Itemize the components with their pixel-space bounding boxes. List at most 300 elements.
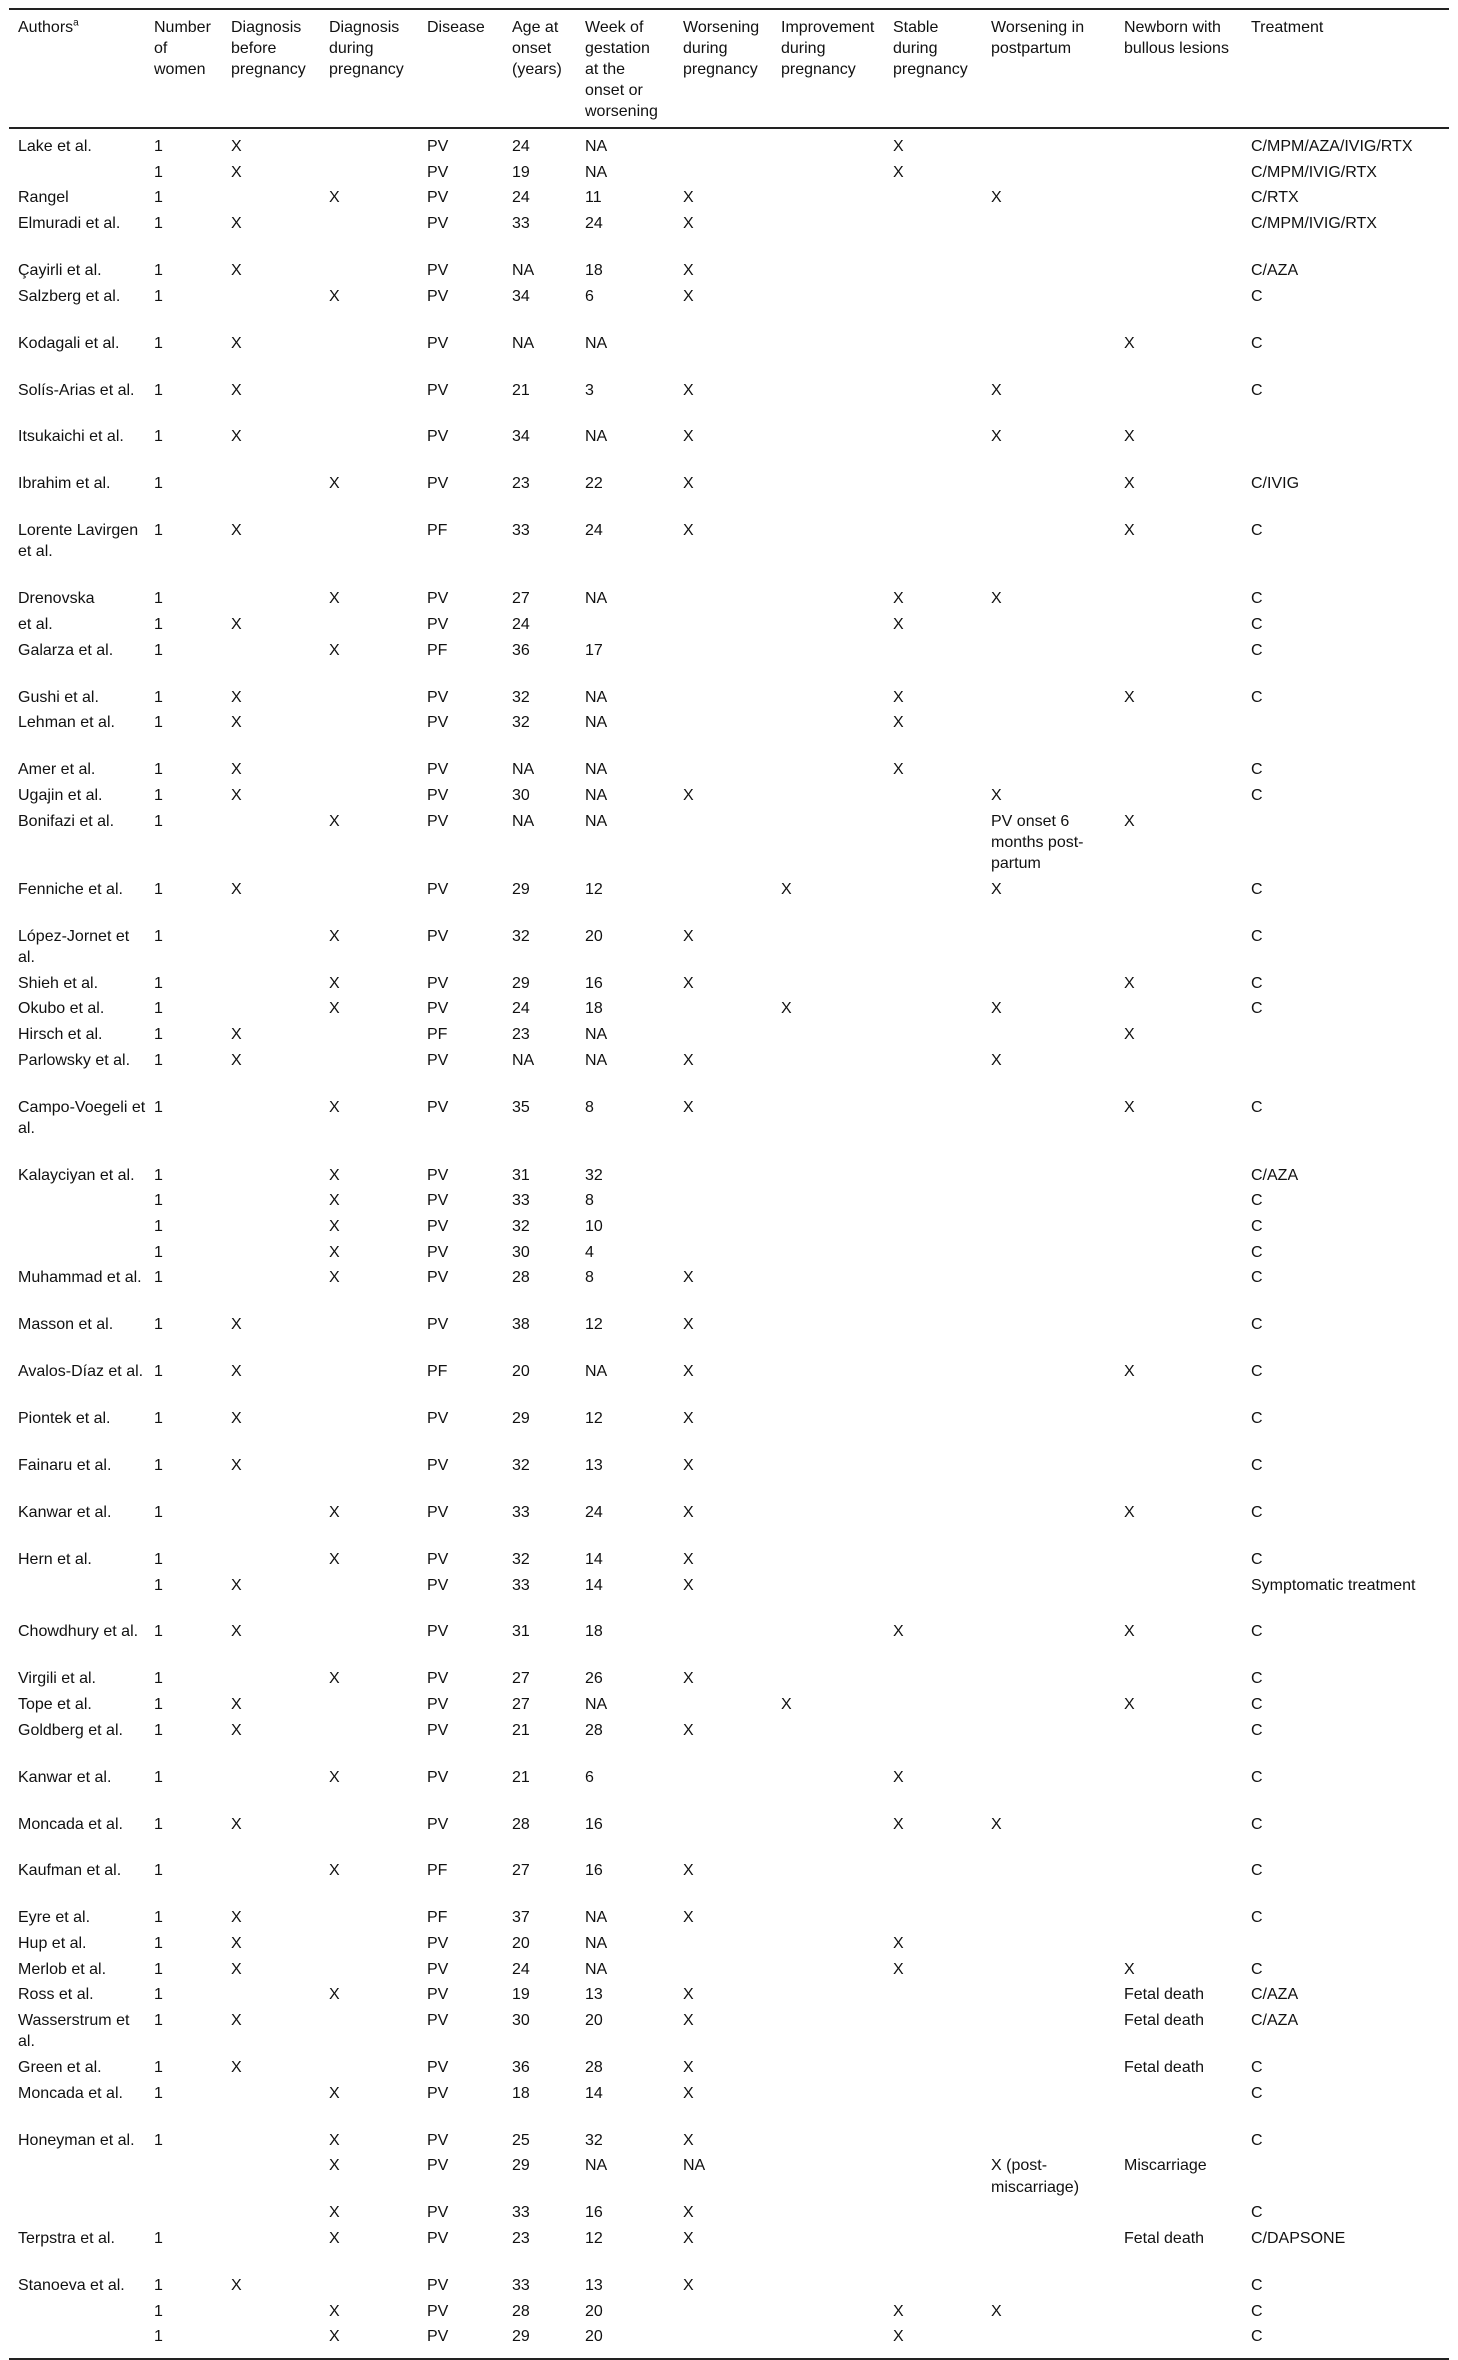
cell-newborn: X: [1124, 1623, 1135, 1641]
cell-before: X: [231, 616, 242, 633]
cell-age: 28: [512, 1815, 530, 1833]
cell-postpartum: PV onset 6 months post-partum: [991, 812, 1084, 872]
cell-before: X: [231, 688, 242, 706]
cell-authors: Galarza et al.: [18, 641, 114, 659]
cell-postpartum: X: [991, 880, 1002, 898]
cell-week: 20: [585, 2302, 603, 2320]
cell-treatment: C: [1251, 1670, 1263, 1688]
cell-postpartum: X: [991, 381, 1002, 399]
table-row: [9, 286, 1449, 333]
table-row: [9, 520, 1449, 588]
table-row: [9, 162, 1449, 188]
cell-disease: PV: [427, 688, 449, 706]
cell-disease: PV: [427, 189, 449, 207]
cell-age: 33: [512, 1576, 530, 1594]
cell-treatment: C: [1251, 1550, 1263, 1568]
cell-week: 3: [585, 381, 594, 399]
cell-authors: Stanoeva et al.: [18, 2276, 125, 2294]
cell-disease: PV: [427, 163, 449, 181]
table-row: [9, 1216, 1449, 1242]
table-row: [9, 1502, 1449, 1549]
cell-number: 1: [154, 1025, 163, 1043]
cell-during: X: [329, 641, 340, 659]
cell-age: 33: [512, 2276, 530, 2294]
table-row: [9, 785, 1449, 811]
cell-postpartum: X: [991, 1051, 1002, 1069]
cell-age: NA: [512, 262, 535, 279]
cell-week: 28: [585, 2059, 603, 2076]
table-row: [9, 1933, 1449, 1959]
table-row: [9, 640, 1449, 687]
cell-number: 1: [154, 1000, 163, 1018]
cell-treatment: C: [1251, 1696, 1263, 1713]
cell-treatment: C: [1251, 1000, 1263, 1018]
cell-week: 32: [585, 2131, 603, 2149]
cell-treatment: C: [1251, 1862, 1263, 1880]
table-row: [9, 973, 1449, 999]
cell-disease: PV: [427, 1815, 449, 1833]
cell-postpartum: X: [991, 2302, 1002, 2320]
cell-authors: Piontek et al.: [18, 1410, 111, 1428]
cell-week: 12: [585, 880, 603, 898]
cell-stable: X: [893, 163, 904, 181]
table-row: [9, 426, 1449, 473]
table-row: [9, 2010, 1449, 2057]
cell-week: 28: [585, 1721, 603, 1739]
cell-disease: PV: [427, 812, 449, 830]
cell-during: X: [329, 1503, 340, 1521]
cell-worsening: X: [683, 2204, 694, 2222]
cell-week: NA: [585, 812, 608, 830]
cell-disease: PV: [427, 1166, 449, 1184]
header-improvement: Improvement during pregnancy: [781, 19, 875, 78]
cell-newborn: X: [1124, 1098, 1135, 1116]
cell-age: 29: [512, 974, 530, 992]
cell-number: 1: [154, 1670, 163, 1688]
header-number-of-women: Number of women: [154, 19, 211, 78]
cell-age: 33: [512, 1503, 530, 1521]
header-worsening-postpartum: Worsening in postpartum: [991, 19, 1085, 57]
cell-week: 14: [585, 2084, 603, 2102]
cell-disease: PV: [427, 1269, 449, 1287]
cell-number: 1: [154, 1457, 163, 1474]
cell-before: X: [231, 714, 242, 732]
cell-stable: X: [893, 590, 904, 608]
cell-during: X: [329, 189, 340, 207]
cell-disease: PV: [427, 262, 449, 279]
cell-improvement: X: [781, 1696, 792, 1713]
cell-during: X: [329, 1269, 340, 1287]
table-row: [9, 712, 1449, 759]
table-row: [9, 1242, 1449, 1268]
cell-week: NA: [585, 786, 608, 804]
cell-worsening: X: [683, 262, 694, 279]
cell-authors: Green et al.: [18, 2059, 102, 2076]
cell-during: X: [329, 2131, 340, 2149]
table-row: [9, 2155, 1449, 2202]
cell-newborn: X: [1124, 974, 1135, 992]
cell-week: 16: [585, 2204, 603, 2222]
cell-disease: PF: [427, 641, 448, 659]
cell-newborn: X: [1124, 812, 1135, 830]
cell-age: 30: [512, 2012, 530, 2030]
cell-week: NA: [585, 163, 608, 181]
table-row: [9, 1190, 1449, 1216]
cell-number: 1: [154, 2229, 163, 2247]
cell-number: 1: [154, 428, 163, 446]
cell-age: 38: [512, 1316, 530, 1334]
cell-number: 1: [154, 1576, 163, 1594]
cell-disease: PV: [427, 1721, 449, 1739]
cell-disease: PV: [427, 334, 449, 352]
cell-disease: PV: [427, 1768, 449, 1786]
cell-number: 1: [154, 1768, 163, 1786]
cell-postpartum: X: [991, 189, 1002, 207]
cell-before: X: [231, 1935, 242, 1952]
cell-authors: Terpstra et al.: [18, 2229, 115, 2247]
cell-worsening: NA: [683, 2157, 706, 2175]
cell-number: 1: [154, 1815, 163, 1833]
cell-number: 1: [154, 2276, 163, 2294]
cell-week: 12: [585, 1316, 603, 1334]
cell-authors: Honeyman et al.: [18, 2131, 135, 2149]
cell-before: X: [231, 1696, 242, 1713]
cell-week: NA: [585, 761, 608, 779]
cell-authors: Lake et al.: [18, 138, 92, 155]
cell-before: X: [231, 381, 242, 399]
cell-treatment: C: [1251, 1909, 1263, 1927]
cell-number: 1: [154, 786, 163, 804]
cell-stable: X: [893, 714, 904, 732]
cell-treatment: C: [1251, 1623, 1263, 1641]
cell-age: NA: [512, 1051, 535, 1069]
cell-week: 20: [585, 2328, 603, 2346]
cell-week: NA: [585, 2157, 608, 2175]
cell-number: 1: [154, 1721, 163, 1739]
cell-newborn: X: [1124, 1696, 1135, 1713]
cell-treatment: C: [1251, 1815, 1263, 1833]
cell-authors: Fainaru et al.: [18, 1457, 112, 1474]
cell-authors: Itsukaichi et al.: [18, 428, 124, 446]
table-row: [9, 1860, 1449, 1907]
cell-before: X: [231, 2276, 242, 2294]
cell-week: 20: [585, 927, 603, 945]
cell-age: 32: [512, 1218, 530, 1235]
cell-age: 24: [512, 1960, 530, 1978]
cell-number: 1: [154, 927, 163, 945]
table-row: [9, 1050, 1449, 1097]
cell-number: 1: [154, 1316, 163, 1334]
cell-disease: PF: [427, 1862, 448, 1880]
cell-age: 20: [512, 1935, 530, 1952]
header-worsening: Worsening during pregnancy: [683, 19, 760, 78]
cell-treatment: C/MPM/IVIG/RTX: [1251, 163, 1377, 181]
table-row: [9, 1314, 1449, 1361]
table-row: [9, 2301, 1449, 2327]
cell-week: 10: [585, 1218, 603, 1235]
cell-number: 1: [154, 2302, 163, 2320]
cell-authors: Goldberg et al.: [18, 1721, 123, 1739]
cell-number: 1: [154, 189, 163, 207]
cell-during: X: [329, 1098, 340, 1116]
cell-during: X: [329, 590, 340, 608]
header-treatment: Treatment: [1251, 19, 1324, 36]
cell-during: X: [329, 2157, 340, 2175]
cell-authors: Eyre et al.: [18, 1909, 91, 1927]
cell-treatment: C: [1251, 522, 1263, 540]
cell-number: 1: [154, 714, 163, 732]
cell-number: 1: [154, 2059, 163, 2076]
cell-age: 37: [512, 1909, 530, 1927]
cell-age: 28: [512, 2302, 530, 2320]
table-row: [9, 333, 1449, 380]
cell-worsening: X: [683, 2084, 694, 2102]
cell-postpartum: X: [991, 1815, 1002, 1833]
table-row: [9, 1984, 1449, 2010]
cell-treatment: C: [1251, 1503, 1263, 1521]
cell-worsening: X: [683, 927, 694, 945]
cell-authors: Ross et al.: [18, 1986, 94, 2004]
cell-treatment: C: [1251, 1457, 1263, 1474]
cell-treatment: C: [1251, 1960, 1263, 1978]
cell-week: 18: [585, 1000, 603, 1018]
table-row: [9, 588, 1449, 614]
cell-worsening: X: [683, 2229, 694, 2247]
table-row: [9, 1455, 1449, 1502]
cell-before: X: [231, 262, 242, 279]
cell-week: 6: [585, 1768, 594, 1786]
cell-number: 1: [154, 262, 163, 279]
cell-disease: PF: [427, 522, 448, 540]
cell-number: 1: [154, 1192, 163, 1210]
cell-before: X: [231, 1960, 242, 1978]
cell-stable: X: [893, 2302, 904, 2320]
cell-disease: PF: [427, 1363, 448, 1381]
cell-worsening: X: [683, 1670, 694, 1688]
cell-disease: PV: [427, 1670, 449, 1688]
cell-during: X: [329, 1670, 340, 1688]
cell-treatment: C/AZA: [1251, 1986, 1299, 2004]
table-row: [9, 1024, 1449, 1050]
cell-number: 1: [154, 1986, 163, 2004]
cell-week: NA: [585, 1696, 608, 1713]
cell-authors: Hup et al.: [18, 1935, 87, 1952]
cell-age: 24: [512, 189, 530, 207]
cell-authors: López-Jornet et al.: [18, 927, 130, 966]
cell-during: X: [329, 2328, 340, 2346]
cell-before: X: [231, 1025, 242, 1043]
cell-age: 25: [512, 2131, 530, 2149]
cell-age: 31: [512, 1166, 530, 1184]
cell-treatment: C: [1251, 334, 1263, 352]
cell-treatment: C: [1251, 1243, 1263, 1261]
cell-week: 26: [585, 1670, 603, 1688]
cell-number: 1: [154, 1051, 163, 1069]
cell-newborn: X: [1124, 1025, 1135, 1043]
cell-week: 13: [585, 1457, 603, 1474]
table-row: [9, 1720, 1449, 1767]
header-week-of-gestation: Week of gestation at the onset or worsening: [585, 19, 658, 120]
cell-number: 1: [154, 974, 163, 992]
cell-week: NA: [585, 1909, 608, 1927]
table-row: [9, 687, 1449, 713]
cell-disease: PV: [427, 2302, 449, 2320]
cell-authors: et al.: [18, 616, 53, 633]
cell-number: 1: [154, 590, 163, 608]
cell-authors: Ibrahim et al.: [18, 475, 111, 493]
cell-number: 1: [154, 1503, 163, 1521]
cell-stable: X: [893, 688, 904, 706]
cell-disease: PV: [427, 1623, 449, 1641]
table-header: [9, 10, 1449, 127]
cell-stable: X: [893, 1815, 904, 1833]
cell-newborn: X: [1124, 688, 1135, 706]
cell-number: 1: [154, 138, 163, 155]
cell-age: 32: [512, 714, 530, 732]
cell-authors: Moncada et al.: [18, 1815, 123, 1833]
cell-age: 31: [512, 1623, 530, 1641]
cell-before: X: [231, 215, 242, 233]
cell-week: NA: [585, 590, 608, 608]
cell-age: 34: [512, 287, 530, 305]
cell-newborn: X: [1124, 334, 1135, 352]
table-row: [9, 614, 1449, 640]
cell-disease: PV: [427, 761, 449, 779]
cell-age: 19: [512, 1986, 530, 2004]
cell-age: 23: [512, 475, 530, 493]
cell-authors: Ugajin et al.: [18, 786, 103, 804]
cell-disease: PV: [427, 1000, 449, 1018]
cell-number: 1: [154, 1166, 163, 1184]
cell-before: X: [231, 786, 242, 804]
cell-age: 29: [512, 880, 530, 898]
cell-week: 16: [585, 1862, 603, 1880]
cell-stable: X: [893, 1623, 904, 1641]
cell-authors: Avalos-Díaz et al.: [18, 1363, 144, 1381]
cell-week: NA: [585, 688, 608, 706]
cell-stable: X: [893, 1768, 904, 1786]
table-row: [9, 1621, 1449, 1668]
cell-number: 1: [154, 1623, 163, 1641]
cell-number: 1: [154, 1269, 163, 1287]
cell-disease: PV: [427, 1986, 449, 2004]
cell-before: X: [231, 522, 242, 540]
cell-number: 1: [154, 475, 163, 493]
cell-worsening: X: [683, 1909, 694, 1927]
cell-week: 14: [585, 1550, 603, 1568]
cell-authors: Lehman et al.: [18, 714, 115, 732]
cell-number: 1: [154, 2084, 163, 2102]
cell-week: 8: [585, 1192, 594, 1210]
cell-age: 27: [512, 1696, 530, 1713]
cell-postpartum: X: [991, 786, 1002, 804]
cell-number: 1: [154, 381, 163, 399]
cell-disease: PV: [427, 381, 449, 399]
cell-worsening: X: [683, 1550, 694, 1568]
cell-treatment: C/MPM/IVIG/RTX: [1251, 215, 1377, 233]
cell-newborn: Fetal death: [1124, 2229, 1205, 2247]
cell-authors: Solís-Arias et al.: [18, 381, 135, 399]
cell-worsening: X: [683, 2059, 694, 2076]
cell-disease: PV: [427, 714, 449, 732]
cell-during: X: [329, 2229, 340, 2247]
cell-week: NA: [585, 1363, 608, 1381]
cell-week: NA: [585, 1025, 608, 1043]
cell-number: 1: [154, 1098, 163, 1116]
cell-worsening: X: [683, 475, 694, 493]
cell-before: X: [231, 163, 242, 181]
cell-age: 21: [512, 1721, 530, 1739]
cell-age: 24: [512, 138, 530, 155]
cell-week: NA: [585, 714, 608, 732]
cell-week: 22: [585, 475, 603, 493]
cell-week: 8: [585, 1098, 594, 1116]
cell-age: 34: [512, 428, 530, 446]
cell-authors: Masson et al.: [18, 1316, 114, 1334]
cell-worsening: X: [683, 1269, 694, 1287]
cell-age: 21: [512, 1768, 530, 1786]
cell-worsening: X: [683, 2276, 694, 2294]
table-row: [9, 2083, 1449, 2130]
cell-before: X: [231, 138, 242, 155]
cell-stable: X: [893, 1935, 904, 1952]
cell-during: X: [329, 1768, 340, 1786]
cell-treatment: C: [1251, 1768, 1263, 1786]
cell-newborn: Fetal death: [1124, 2059, 1205, 2076]
cell-treatment: C: [1251, 1098, 1263, 1116]
cell-week: 12: [585, 2229, 603, 2247]
table-row: [9, 213, 1449, 260]
cell-week: 32: [585, 1166, 603, 1184]
header-age-at-onset: Age at onset (years): [512, 19, 562, 78]
cell-disease: PV: [427, 590, 449, 608]
cell-before: X: [231, 1457, 242, 1474]
cell-treatment: C: [1251, 1192, 1263, 1210]
cell-authors: Merlob et al.: [18, 1960, 107, 1978]
cell-authors: Amer et al.: [18, 761, 96, 779]
cell-worsening: X: [683, 1862, 694, 1880]
cell-improvement: X: [781, 1000, 792, 1018]
cell-disease: PV: [427, 786, 449, 804]
cell-treatment: C: [1251, 2204, 1263, 2222]
cell-worsening: X: [683, 215, 694, 233]
cell-disease: PV: [427, 927, 449, 945]
cell-week: 16: [585, 974, 603, 992]
cell-authors: Hern et al.: [18, 1550, 92, 1568]
cell-age: NA: [512, 761, 535, 779]
cell-disease: PV: [427, 1457, 449, 1474]
table-row: [9, 1165, 1449, 1191]
cell-postpartum: X: [991, 590, 1002, 608]
cell-disease: PV: [427, 138, 449, 155]
cell-worsening: X: [683, 522, 694, 540]
cell-treatment: C: [1251, 974, 1263, 992]
cell-age: 36: [512, 2059, 530, 2076]
cell-improvement: X: [781, 880, 792, 898]
cell-before: X: [231, 1623, 242, 1641]
cell-before: X: [231, 2059, 242, 2076]
cell-during: X: [329, 2302, 340, 2320]
cell-authors: Bonifazi et al.: [18, 812, 115, 830]
cell-treatment: C/MPM/AZA/IVIG/RTX: [1251, 138, 1413, 155]
cell-age: 36: [512, 641, 530, 659]
table-row: [9, 1575, 1449, 1622]
cell-worsening: X: [683, 1098, 694, 1116]
cell-newborn: Fetal death: [1124, 1986, 1205, 2004]
cell-treatment: C/DAPSONE: [1251, 2229, 1346, 2247]
cell-during: X: [329, 1192, 340, 1210]
cell-age: 23: [512, 2229, 530, 2247]
